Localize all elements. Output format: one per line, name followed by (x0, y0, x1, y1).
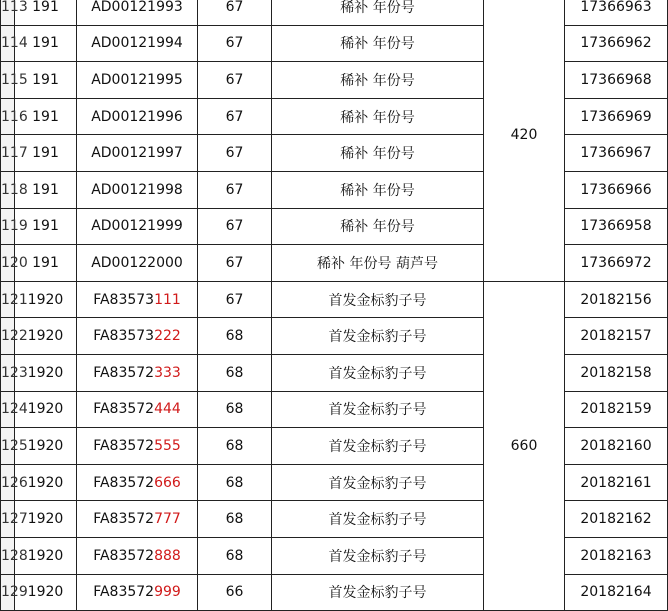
serial-prefix: AD00121995 (91, 71, 183, 88)
cell-description[interactable]: 首发金标豹子号 (272, 428, 484, 465)
cell-description[interactable]: 首发金标豹子号 (272, 318, 484, 355)
cell-grade[interactable]: 66 (198, 574, 272, 611)
table-row (1, 171, 668, 208)
cell-number[interactable]: 20182160 (565, 428, 668, 465)
cell-serial-code[interactable] (77, 171, 198, 208)
cell-serial-code[interactable] (77, 354, 198, 391)
cell-number[interactable]: 17366963 (565, 0, 668, 25)
serial-prefix: FA83572 (93, 437, 155, 454)
cell-grade[interactable]: 68 (198, 318, 272, 355)
serial-suffix-highlight: 333 (154, 364, 181, 381)
cell-description[interactable]: 稀补 年份号 (272, 98, 484, 135)
cell-grade[interactable]: 68 (198, 391, 272, 428)
cell-quantity[interactable]: 191 (15, 208, 77, 245)
cell-grade[interactable]: 67 (198, 98, 272, 135)
serial-prefix: FA83572 (93, 547, 155, 564)
table-row (1, 62, 668, 99)
cell-quantity[interactable]: 191 (15, 25, 77, 62)
serial-suffix-highlight: 777 (154, 511, 181, 528)
cell-quantity[interactable]: 1920 (15, 318, 77, 355)
table-row (1, 318, 668, 355)
cell-quantity[interactable]: 1920 (15, 574, 77, 611)
cell-quantity[interactable]: 191 (15, 62, 77, 99)
serial-prefix: AD00121999 (91, 218, 183, 235)
cell-quantity[interactable]: 1920 (15, 281, 77, 318)
cell-description[interactable]: 首发金标豹子号 (272, 391, 484, 428)
table-row (1, 501, 668, 538)
cell-serial-code[interactable] (77, 62, 198, 99)
serial-prefix: FA83572 (93, 511, 155, 528)
serial-suffix-highlight: 888 (154, 547, 181, 564)
serial-prefix: FA83573 (93, 328, 155, 345)
cell-quantity[interactable]: 191 (15, 0, 77, 25)
cell-grade[interactable]: 68 (198, 464, 272, 501)
table-row (1, 354, 668, 391)
serial-prefix: AD00121997 (91, 145, 183, 162)
serial-suffix-highlight: 666 (154, 474, 181, 491)
cell-number[interactable]: 17366972 (565, 245, 668, 282)
cell-description[interactable]: 稀补 年份号 (272, 171, 484, 208)
cell-quantity[interactable]: 1920 (15, 354, 77, 391)
cell-merged-price[interactable]: 420 (484, 0, 565, 281)
cell-serial-code[interactable] (77, 391, 198, 428)
cell-grade[interactable]: 67 (198, 0, 272, 25)
serial-prefix: FA83572 (93, 584, 155, 601)
cell-number[interactable]: 20182156 (565, 281, 668, 318)
cell-serial-code[interactable] (77, 135, 198, 172)
cell-quantity[interactable]: 1920 (15, 391, 77, 428)
cell-description[interactable]: 首发金标豹子号 (272, 574, 484, 611)
serial-suffix-highlight: 444 (154, 401, 181, 418)
cell-serial-code[interactable] (77, 98, 198, 135)
serial-prefix: AD00121994 (91, 35, 183, 52)
table-row (1, 25, 668, 62)
serial-prefix: FA83573 (93, 291, 155, 308)
table-row (1, 0, 668, 25)
cell-quantity[interactable]: 191 (15, 135, 77, 172)
row-number: 122 (1, 318, 15, 355)
cell-description[interactable]: 首发金标豹子号 (272, 281, 484, 318)
table-row (1, 537, 668, 574)
cell-quantity[interactable]: 191 (15, 171, 77, 208)
table-row (1, 135, 668, 172)
cell-number[interactable]: 20182159 (565, 391, 668, 428)
cell-serial-code[interactable] (77, 537, 198, 574)
cell-grade[interactable]: 67 (198, 245, 272, 282)
row-number: 119 (1, 208, 15, 245)
row-number: 117 (1, 135, 15, 172)
cell-number[interactable]: 17366962 (565, 25, 668, 62)
cell-number[interactable]: 20182162 (565, 501, 668, 538)
row-number: 120 (1, 245, 15, 282)
serial-prefix: AD00121993 (91, 0, 183, 15)
row-number: 127 (1, 501, 15, 538)
cell-grade[interactable]: 67 (198, 135, 272, 172)
row-number: 123 (1, 354, 15, 391)
cell-description[interactable]: 首发金标豹子号 (272, 354, 484, 391)
cell-grade[interactable]: 68 (198, 354, 272, 391)
cell-description[interactable]: 首发金标豹子号 (272, 537, 484, 574)
cell-description[interactable]: 首发金标豹子号 (272, 501, 484, 538)
row-number: 115 (1, 62, 15, 99)
table-row (1, 208, 668, 245)
cell-description[interactable]: 稀补 年份号 (272, 0, 484, 25)
cell-description[interactable]: 稀补 年份号 葫芦号 (272, 245, 484, 282)
cell-description[interactable]: 稀补 年份号 (272, 135, 484, 172)
row-number: 121 (1, 281, 15, 318)
serial-prefix: FA83572 (93, 474, 155, 491)
cell-number[interactable]: 20182157 (565, 318, 668, 355)
cell-number[interactable]: 20182163 (565, 537, 668, 574)
row-number: 118 (1, 171, 15, 208)
row-number: 128 (1, 537, 15, 574)
cell-merged-price[interactable]: 660 (484, 281, 565, 610)
cell-quantity[interactable]: 191 (15, 245, 77, 282)
cell-serial-code[interactable] (77, 245, 198, 282)
cell-description[interactable]: 稀补 年份号 (272, 62, 484, 99)
cell-serial-code[interactable] (77, 464, 198, 501)
cell-serial-code[interactable] (77, 318, 198, 355)
serial-prefix: AD00122000 (91, 254, 183, 271)
cell-number[interactable]: 17366966 (565, 171, 668, 208)
cell-quantity[interactable]: 191 (15, 98, 77, 135)
cell-grade[interactable]: 67 (198, 281, 272, 318)
serial-prefix: AD00121998 (91, 181, 183, 198)
cell-quantity[interactable]: 1920 (15, 428, 77, 465)
row-number: 114 (1, 25, 15, 62)
table-row (1, 464, 668, 501)
serial-suffix-highlight: 222 (154, 328, 181, 345)
cell-grade[interactable]: 67 (198, 171, 272, 208)
cell-serial-code[interactable] (77, 0, 198, 25)
cell-serial-code[interactable] (77, 428, 198, 465)
cell-quantity[interactable]: 1920 (15, 464, 77, 501)
serial-prefix: FA83572 (93, 401, 155, 418)
serial-suffix-highlight: 555 (154, 437, 181, 454)
cell-serial-code[interactable] (77, 281, 198, 318)
table-row (1, 245, 668, 282)
row-number: 129 (1, 574, 15, 611)
cell-serial-code[interactable] (77, 25, 198, 62)
cell-serial-code[interactable] (77, 574, 198, 611)
serial-prefix: FA83572 (93, 364, 155, 381)
cell-number[interactable]: 20182158 (565, 354, 668, 391)
serial-suffix-highlight: 999 (154, 584, 181, 601)
cell-grade[interactable]: 68 (198, 537, 272, 574)
cell-description[interactable]: 首发金标豹子号 (272, 464, 484, 501)
cell-number[interactable]: 20182161 (565, 464, 668, 501)
cell-number[interactable]: 17366968 (565, 62, 668, 99)
row-number: 126 (1, 464, 15, 501)
table-row (1, 574, 668, 611)
table-row (1, 98, 668, 135)
table-row (1, 428, 668, 465)
cell-description[interactable]: 稀补 年份号 (272, 25, 484, 62)
cell-grade[interactable]: 68 (198, 428, 272, 465)
table-row (1, 281, 668, 318)
cell-number[interactable]: 17366969 (565, 98, 668, 135)
serial-prefix: AD00121996 (91, 108, 183, 125)
row-number: 124 (1, 391, 15, 428)
cell-number[interactable]: 17366967 (565, 135, 668, 172)
cell-grade[interactable]: 68 (198, 501, 272, 538)
cell-quantity[interactable]: 1920 (15, 537, 77, 574)
cell-grade[interactable]: 67 (198, 208, 272, 245)
cell-description[interactable]: 稀补 年份号 (272, 208, 484, 245)
cell-serial-code[interactable] (77, 501, 198, 538)
cell-number[interactable]: 17366958 (565, 208, 668, 245)
row-number: 125 (1, 428, 15, 465)
table-row (1, 391, 668, 428)
row-number: 116 (1, 98, 15, 135)
cell-serial-code[interactable] (77, 208, 198, 245)
row-number: 113 (1, 0, 15, 25)
cell-grade[interactable]: 67 (198, 25, 272, 62)
cell-number[interactable]: 20182164 (565, 574, 668, 611)
cell-quantity[interactable]: 1920 (15, 501, 77, 538)
serial-suffix-highlight: 111 (154, 291, 181, 308)
cell-grade[interactable]: 67 (198, 62, 272, 99)
